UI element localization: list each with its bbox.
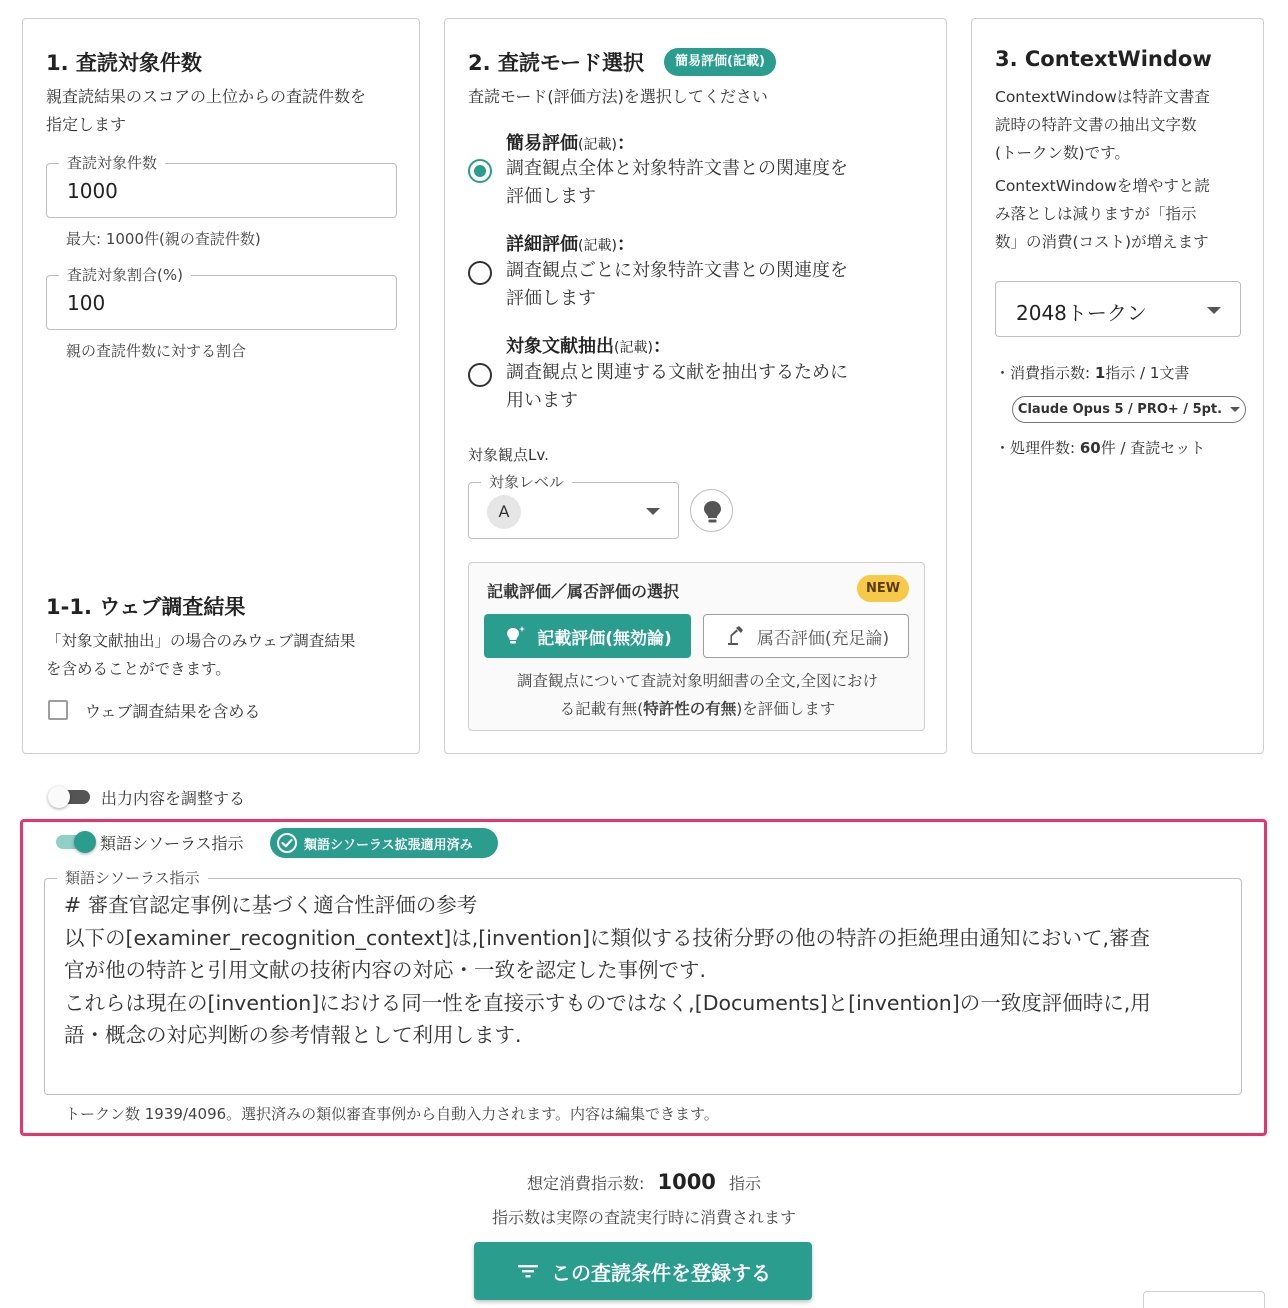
section2-description: 査読モード(評価方法)を選択してください	[468, 87, 768, 106]
chevron-down-icon	[1230, 407, 1240, 412]
review-count-helper: 最大: 1000件(親の査読件数)	[66, 230, 261, 248]
review-count-field[interactable]	[46, 154, 397, 218]
target-level-avatar: A	[487, 495, 521, 529]
thesaurus-toggle[interactable]	[54, 831, 100, 853]
thesaurus-text[interactable]: # 審査官認定事例に基づく適合性評価の参考 以下の[examiner_recognition_context]は,[invention]に類似する技術分野の他の特許の拒絶理由通知において,審査 官が他の特許と引用文献の技術内容の対応・一致を認定した事例です. これらは現在の[invention]における同一性を直接示すものではなく,[Documents]と[invention]の一致度評価時に,用 語・概念の対応判断の参考情報として利用します.	[64, 893, 1151, 1047]
thesaurus-panel	[20, 819, 1267, 1136]
process-count: ・処理件数: 60件 / 査読セット	[995, 439, 1206, 457]
review-ratio-helper: 親の査読件数に対する割合	[66, 342, 247, 360]
lightbulb-icon	[691, 490, 734, 533]
thesaurus-helper: トークン数 1939/4096。選択済みの類似審査事例から自動入力されます。内容は編集できます。	[65, 1105, 719, 1123]
evaluation-note: 調査観点について査読対象明細書の全文,全図におけ る記載有無(特許性の有無)を評価します	[516, 672, 879, 718]
review-count-label: 査読対象件数	[59, 153, 165, 173]
evaluation-type-box	[468, 562, 925, 731]
review-count-value[interactable]: 1000	[67, 179, 118, 203]
consumption-note: 指示数は実際の査読実行時に消費されます	[491, 1208, 796, 1227]
target-level-label: 対象レベル	[481, 472, 572, 492]
filter-list-icon	[515, 1258, 541, 1284]
thesaurus-textarea[interactable]	[44, 869, 1242, 1095]
scope-eval-button[interactable]: 属否評価(充足論)	[703, 614, 909, 658]
thesaurus-field-label: 類語シソーラス指示	[57, 868, 208, 888]
section1-title: 1. 査読対象件数	[46, 51, 202, 75]
description-eval-button[interactable]: 記載評価(無効論)	[484, 614, 691, 658]
review-ratio-label: 査読対象割合(%)	[59, 265, 191, 285]
mode-option-extract-title[interactable]: 対象文献抽出(記載)：	[506, 336, 671, 357]
web-research-title: 1-1. ウェブ調査結果	[46, 595, 246, 619]
check-circle-icon	[276, 832, 298, 854]
target-level-select[interactable]	[468, 473, 679, 539]
mode-option-simple-title[interactable]: 簡易評価(記載)：	[506, 133, 635, 154]
mode-radio-extract[interactable]	[468, 363, 492, 387]
mode-option-extract-desc: 調査観点と関連する文献を抽出するために 用います	[506, 362, 848, 411]
chevron-down-icon	[1207, 307, 1221, 314]
review-ratio-value[interactable]: 100	[67, 291, 106, 315]
review-count-card	[22, 18, 420, 754]
section3-title: 3. ContextWindow	[995, 47, 1212, 71]
thesaurus-toggle-thumb	[74, 831, 96, 853]
mode-option-detail-desc: 調査観点ごとに対象特許文書との関連度を 評価します	[506, 260, 848, 309]
section2-title: 2. 査読モード選択	[468, 51, 645, 75]
hint-bulb-button[interactable]	[690, 489, 733, 532]
mode-option-simple-desc: 調査観点全体と対象特許文書との関連度を 評価します	[506, 158, 848, 207]
mode-badge: 簡易評価(記載)	[664, 48, 776, 76]
evaluation-type-title: 記載評価／属否評価の選択	[487, 582, 680, 601]
mode-option-detail-title[interactable]: 詳細評価(記載)：	[506, 234, 635, 255]
new-badge: NEW	[857, 575, 909, 602]
lightbulb-sparkle-icon	[503, 624, 527, 648]
mode-radio-detail[interactable]	[468, 261, 492, 285]
register-conditions-button[interactable]: この査読条件を登録する	[474, 1242, 812, 1300]
section1-description: 親査読結果のスコアの上位からの査読件数を 指定します	[46, 87, 367, 134]
model-chip[interactable]: Claude Opus 5 / PRO+ / 5pt.	[1012, 396, 1246, 423]
token-select-value: 2048トークン	[1016, 301, 1147, 325]
review-ratio-field[interactable]	[46, 266, 397, 330]
section3-description-1: ContextWindowは特許文書査 読時の特許文書の抽出文字数 (トークン数)です。	[995, 88, 1210, 162]
include-web-results-checkbox[interactable]	[48, 700, 68, 720]
consume-instructions: ・消費指示数: 1指示 / 1文書	[995, 364, 1190, 382]
mode-radio-simple[interactable]	[468, 159, 492, 183]
include-web-results-label[interactable]: ウェブ調査結果を含める	[85, 702, 261, 721]
section3-description-2: ContextWindowを増やすと読 み落としは減りますが「指示 数」の消費(コスト)が増えます	[995, 177, 1210, 251]
desk-lamp-icon	[723, 624, 747, 648]
estimated-consumption: 想定消費指示数: 1000 指示	[526, 1170, 762, 1194]
web-research-description: 「対象文献抽出」の場合のみウェブ調査結果 を含めることができます。	[46, 632, 356, 678]
level-caption: 対象観点Lv.	[468, 446, 549, 464]
token-select[interactable]	[995, 281, 1241, 337]
chevron-down-icon	[646, 508, 660, 515]
review-mode-card	[444, 18, 947, 754]
partial-button-edge[interactable]	[1143, 1291, 1265, 1308]
adjust-output-label: 出力内容を調整する	[101, 789, 246, 808]
thesaurus-toggle-label: 類語シソーラス指示	[100, 834, 244, 853]
adjust-output-toggle[interactable]	[48, 786, 94, 808]
adjust-toggle-thumb	[48, 786, 70, 808]
context-window-card	[971, 18, 1264, 754]
thesaurus-applied-chip: 類語シソーラス拡張適用済み	[270, 828, 498, 858]
